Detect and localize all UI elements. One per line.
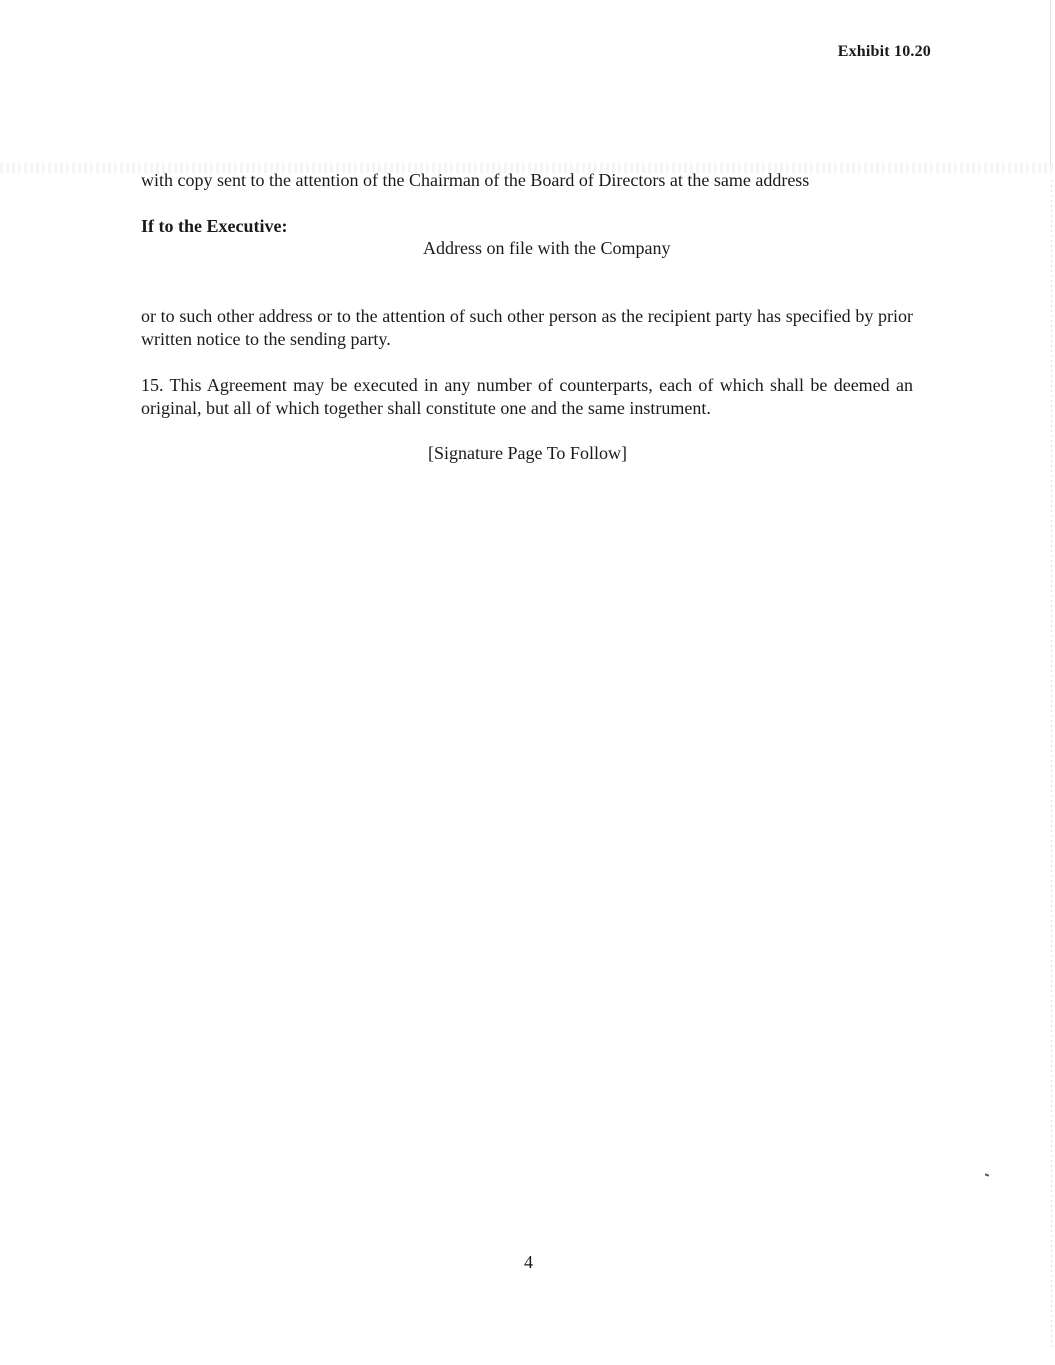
other-address-paragraph: or to such other address or to the attention of such other person as the recipient party has specified by prior written notice to the sending party. bbox=[141, 306, 913, 349]
executive-heading: If to the Executive: bbox=[141, 216, 288, 236]
executive-address: Address on file with the Company bbox=[423, 238, 671, 258]
section-15-paragraph: 15. This Agreement may be executed in any number of counterparts, each of which shall be deemed an original, but all of which together shall constitute one and the same instrument. bbox=[141, 375, 913, 418]
page-number: 4 bbox=[524, 1252, 533, 1272]
exhibit-label: Exhibit 10.20 bbox=[837, 43, 931, 60]
scan-speck bbox=[985, 1173, 989, 1176]
signature-page-note: [Signature Page To Follow] bbox=[428, 443, 627, 463]
copy-notice-line: with copy sent to the attention of the Chairman of the Board of Directors at the same address bbox=[141, 170, 810, 190]
scan-artifact-edge bbox=[1051, 180, 1052, 1350]
scan-artifact-edge-top bbox=[1050, 0, 1051, 165]
